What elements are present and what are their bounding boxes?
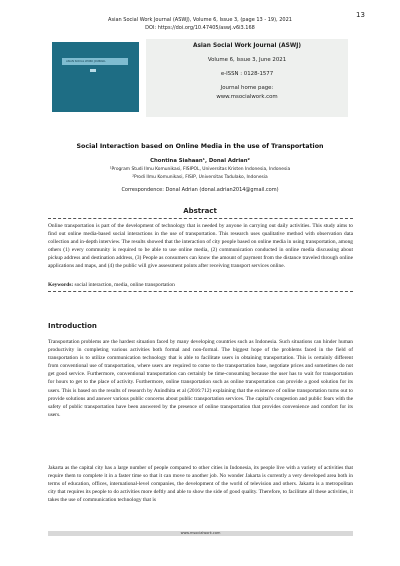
article-title: Social Interaction based on Online Media in the use of Transportation bbox=[76, 143, 324, 150]
footer-url[interactable]: www.msocialwork.com bbox=[180, 531, 221, 535]
keywords-list: social interaction, media, online transportation bbox=[73, 282, 175, 288]
journal-info-box bbox=[146, 39, 348, 117]
cover-title: ASIAN SOCIAL WORK JOURNAL bbox=[66, 60, 106, 63]
abstract-heading: Abstract bbox=[183, 207, 217, 215]
introduction-heading: Introduction bbox=[48, 322, 97, 330]
abstract-text: Online transportation is part of the development of technology that is needed by anyone in carrying out daily activities. This study aims to find out online media-based social interactions in the use of transportation. This research uses qualitative method with observation data collection and in-depth interview. The results showed that the interaction of city people based on online media in using transportation, among others (1) every community is required to be able to use online media, (2) communication conducted in online media discussing about pickup address and destination address, (3) People as consumers can know the amount of payment from the distance traveled through online applications and maps, and (4) the public will give assessment points after receiving transport services online. bbox=[48, 223, 353, 270]
keywords-line bbox=[48, 281, 353, 289]
journal-issn: e-ISSN : 0128-1577 bbox=[220, 71, 274, 77]
cover-mark bbox=[90, 69, 96, 72]
page-footer bbox=[48, 531, 353, 536]
introduction-paragraph-2: Jakarta as the capital city has a large number of people compared to other cities in Indonesia, its people live with a variety of activities that require them to complete it in a faster time so that it can move to another job. No wonder Jakarta is currently a very developed area both in terms of education, offices, international-level companies, the development of the world of television and others. Jakarta is a metropolitan city that requires its people to do activities more deftly and able to show the side of good quality. Therefore, to facilitate all these activities, it takes the use of communication technology that is bbox=[48, 465, 353, 504]
keywords-label: Keywords: bbox=[48, 282, 74, 288]
abstract-top-divider bbox=[48, 218, 353, 219]
affiliation-2: ²Prodi Ilmu Komunikasi, FISIP, Universitas Tadulako, Indonesia bbox=[132, 175, 268, 180]
running-header-citation: Asian Social Work Journal (ASWJ), Volume 6, Issue 3, (page 13 - 19), 2021 bbox=[108, 17, 292, 23]
correspondence: Correspondence: Donal Adrian (donal.adrian2014@gmail.com) bbox=[121, 187, 279, 193]
journal-volume: Volume 6, Issue 3, June 2021 bbox=[207, 57, 287, 63]
journal-cover-thumbnail bbox=[52, 42, 139, 112]
page-number: 13 bbox=[356, 11, 365, 19]
affiliation-1: ¹Program Studi Ilmu Komunikasi, FISIPOL, Universitas Kristen Indonesia, Indonesia bbox=[109, 167, 291, 172]
introduction-paragraph-1: Transportation problems are the hardest situation faced by many developing countries such as Indonesia. Such situations can hinder human productivity in completing various activities both formal and non-formal. The biggest hope of the problems faced in the field of transportation is to utilize communication technology that is able to facilitate users in obtaining transportation. This is certainly different from conventional use of transportation, where users are required to come to the transportation base, negotiate prices and sometimes do not get good service. Furthermore, conventional transportation can certainly be time-consuming because the user has to wait for transportation for hours to get to the place of activity. Furthermore, online transportation such as online transportation can provide a good solution for its users. This is based on the results of research by Anindhita et al (2016:712) explaining that the existence of online transportation turns out to provide solutions and answer various public concerns about public transportation services. The capital's congestion and public fears with the safety of public transportation have been answered by the presence of online transportation that provides convenience and comfort for its users. bbox=[48, 339, 353, 418]
journal-homepage-label: Journal home page: bbox=[220, 85, 274, 91]
journal-homepage-link[interactable]: www.msocialwork.com bbox=[216, 94, 278, 100]
article-authors: Chontina Siahaan¹, Donal Adrian² bbox=[150, 158, 250, 164]
abstract-bottom-divider bbox=[48, 291, 353, 292]
journal-name: Asian Social Work Journal (ASWJ) bbox=[192, 43, 302, 49]
running-header-doi[interactable]: DOI: https://doi.org/10.47405/aswj.v6i3.168 bbox=[145, 25, 255, 31]
